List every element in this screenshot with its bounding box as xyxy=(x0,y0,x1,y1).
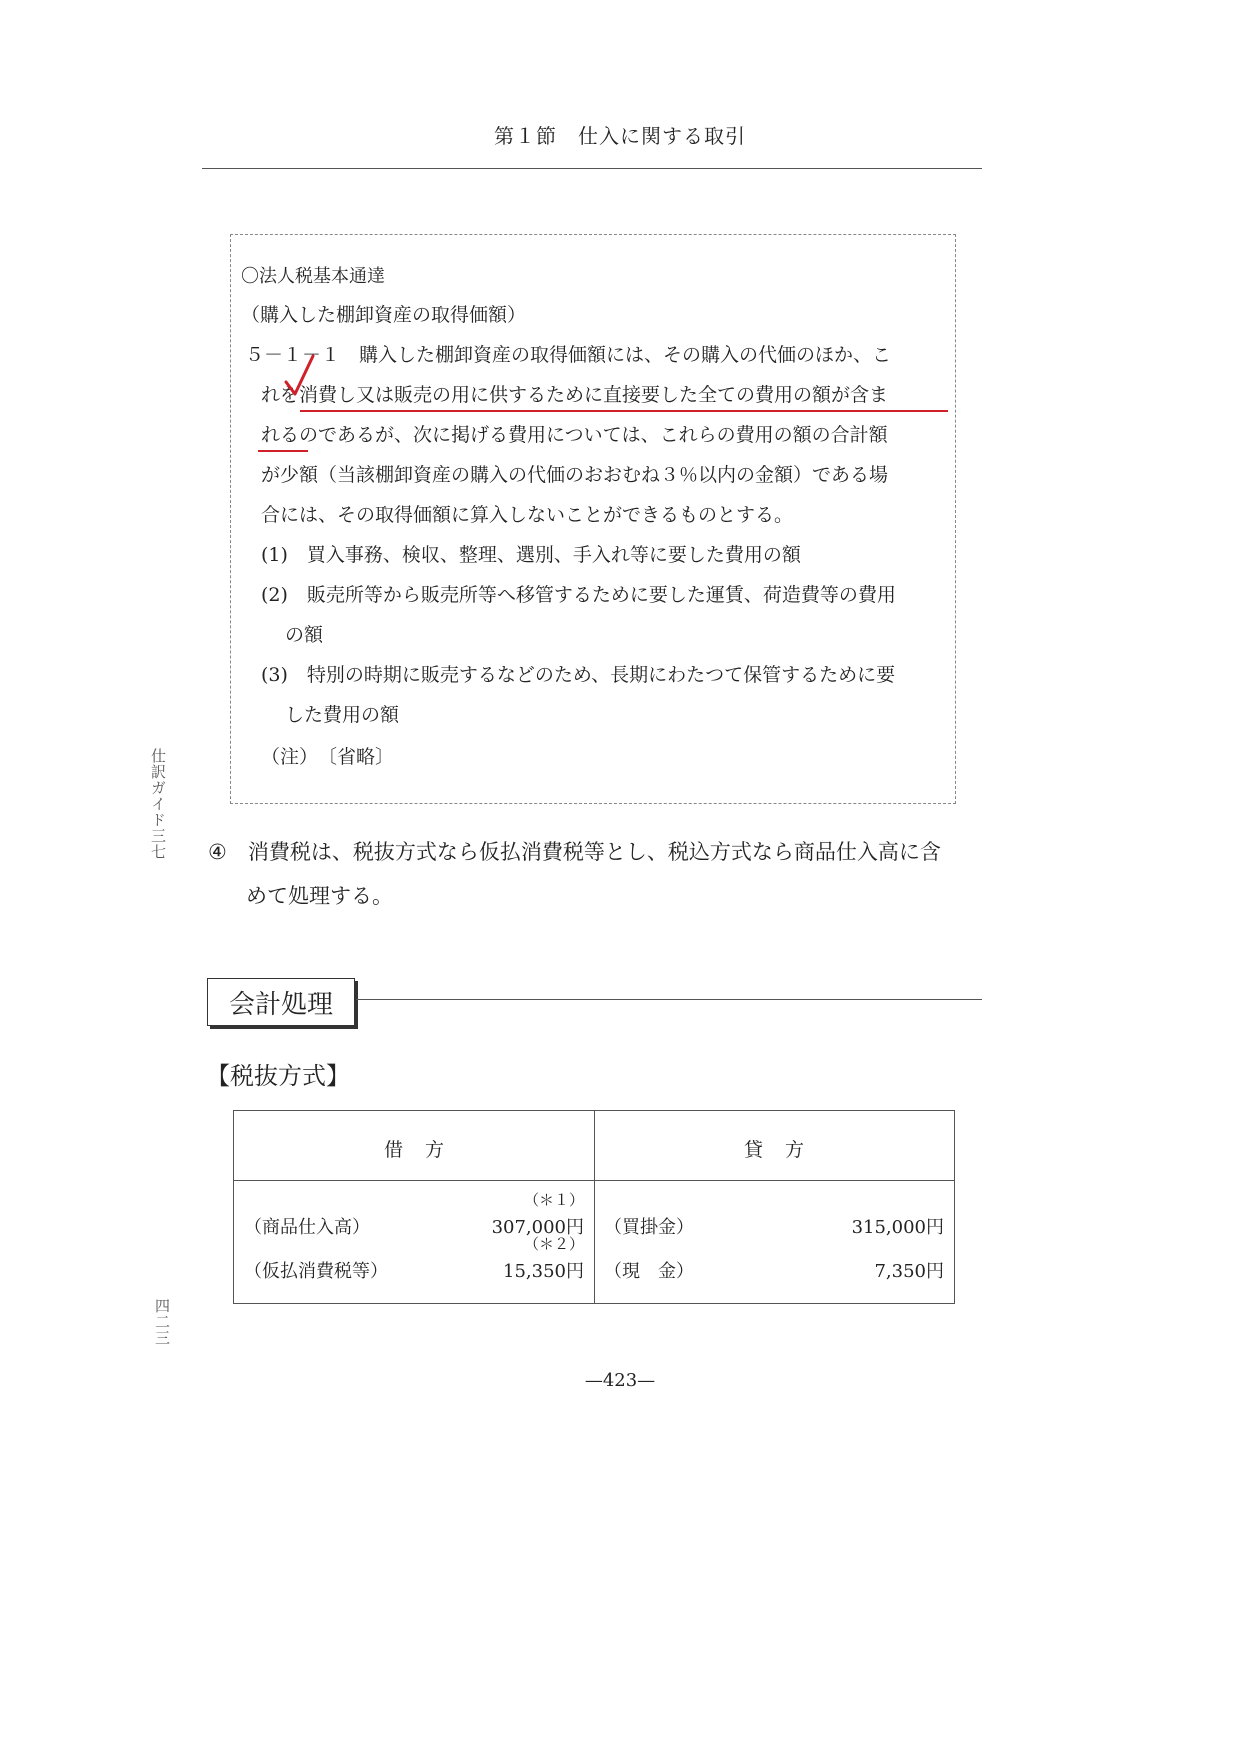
section-title: 第１節 仕入に関する取引 xyxy=(494,124,746,148)
ruling-item: (2) 販売所等から販売所等へ移管するために要した運賃、荷造費等の費用 xyxy=(261,584,896,606)
debit-account: （商品仕入高） xyxy=(244,1217,370,1238)
debit-account: （仮払消費税等） xyxy=(244,1261,388,1282)
ruling-item: の額 xyxy=(285,624,324,646)
ruling-line: 合には、その取得価額に算入しないことができるものとする。 xyxy=(261,504,794,526)
ruling-subtitle: （購入した棚卸資産の取得価額） xyxy=(241,304,527,326)
page-number: —423— xyxy=(584,1370,656,1391)
method-label: 【税抜方式】 xyxy=(206,1062,350,1090)
credit-account: （買掛金） xyxy=(604,1217,694,1238)
ruling-heading: 〇法人税基本通達 xyxy=(241,266,385,287)
ruling-line: れを消費し又は販売の用に供するために直接要した全ての費用の額が含ま xyxy=(261,384,889,406)
credit-account: （現 金） xyxy=(604,1261,694,1282)
ruling-box xyxy=(230,234,956,804)
section-divider xyxy=(356,999,982,1000)
ruling-line: れるのであるが、次に掲げる費用については、これらの費用の額の合計額 xyxy=(261,424,888,446)
debit-header: 借方 xyxy=(384,1139,467,1161)
credit-header: 貸方 xyxy=(744,1139,827,1161)
journal-table xyxy=(233,1110,955,1304)
ruling-note: （注） 〔省略〕 xyxy=(261,746,395,768)
red-underline xyxy=(300,410,948,412)
credit-amount: 315,000円 xyxy=(851,1217,944,1238)
side-page-kanji: 四二三 xyxy=(153,1298,171,1346)
debit-amount: 15,350円 xyxy=(503,1261,584,1282)
side-guide-label: 仕訳ガイド三七 xyxy=(149,748,167,860)
table-divider xyxy=(594,1111,595,1303)
ruling-line: が少額（当該棚卸資産の購入の代価のおおむね３％以内の金額）である場 xyxy=(261,464,889,486)
section-heading: 会計処理 xyxy=(207,978,355,1026)
debit-note: （＊１） xyxy=(524,1191,585,1209)
ruling-item: (3) 特別の時期に販売するなどのため、長期にわたつて保管するために要 xyxy=(261,664,896,686)
note4-line: めて処理する。 xyxy=(246,884,393,908)
red-check-icon xyxy=(283,352,317,400)
credit-amount: 7,350円 xyxy=(874,1261,944,1282)
ruling-line: ５－１－１ 購入した棚卸資産の取得価額には、その購入の代価のほか、こ xyxy=(245,344,892,366)
ruling-item: した費用の額 xyxy=(285,704,400,726)
ruling-item: (1) 買入事務、検収、整理、選別、手入れ等に要した費用の額 xyxy=(261,544,801,566)
header-divider xyxy=(202,168,982,169)
red-underline xyxy=(258,450,308,452)
note4-line: ④ 消費税は、税抜方式なら仮払消費税等とし、税込方式なら商品仕入高に含 xyxy=(208,840,941,864)
debit-note: （＊２） xyxy=(524,1235,585,1253)
debit-amount: 307,000円 xyxy=(491,1217,584,1238)
table-divider xyxy=(234,1180,954,1181)
